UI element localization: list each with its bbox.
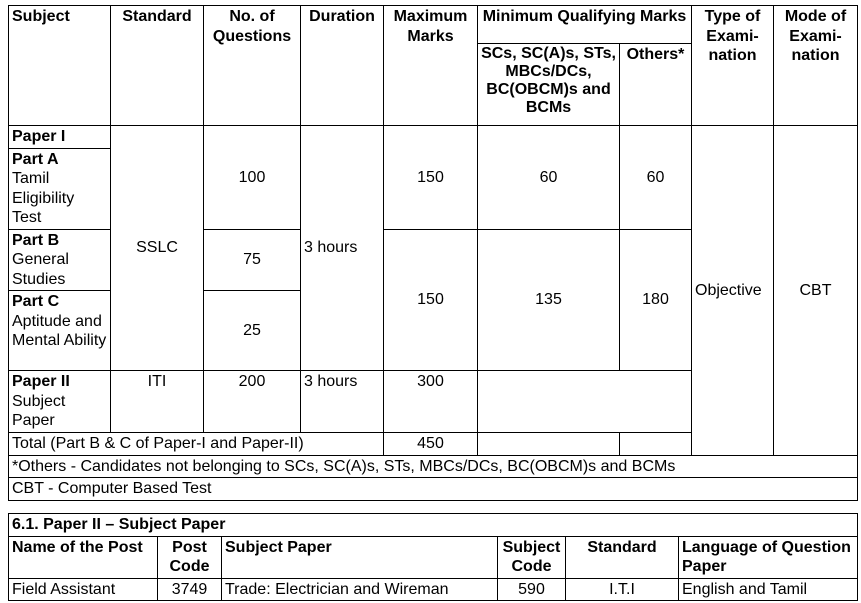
paper2-table-title: 6.1. Paper II – Subject Paper bbox=[9, 514, 858, 537]
paper2-max-marks: 300 bbox=[384, 371, 478, 433]
note-others: *Others - Candidates not belonging to SCs, SC(A)s, STs, MBCs/DCs, BC(OBCM)s and BCMs bbox=[9, 455, 858, 478]
header-type: Type of Exami- nation bbox=[692, 6, 774, 126]
part-c-title: Part C bbox=[12, 293, 60, 310]
header-standard-2: Standard bbox=[566, 536, 679, 578]
paper2-subject-table bbox=[8, 513, 858, 601]
part-b-cell bbox=[9, 229, 111, 291]
paper1-label: Paper I bbox=[9, 126, 111, 149]
header-subject-paper: Subject Paper bbox=[222, 536, 498, 578]
part-c-questions: 25 bbox=[204, 291, 301, 371]
header-subject-code: Subject Code bbox=[498, 536, 566, 578]
part-a-questions: 100 bbox=[204, 126, 301, 230]
part-bc-max-marks: 150 bbox=[384, 229, 478, 371]
header-min-others: Others* bbox=[620, 44, 692, 126]
row-subject-code: 590 bbox=[498, 578, 566, 601]
part-c-cell bbox=[9, 291, 111, 371]
header-post-code: Post Code bbox=[158, 536, 222, 578]
part-c-desc: Aptitude and Mental Ability bbox=[12, 312, 107, 349]
part-b-title: Part B bbox=[12, 231, 60, 249]
row-language: English and Tamil bbox=[679, 578, 858, 601]
part-b-desc: General Studies bbox=[12, 251, 69, 288]
row-post-name: Field Assistant bbox=[9, 578, 158, 601]
paper2-duration: 3 hours bbox=[301, 371, 384, 433]
part-a-desc: Tamil Eligibility Test bbox=[12, 170, 75, 226]
exam-scheme-table bbox=[8, 5, 858, 501]
header-standard: Standard bbox=[111, 6, 204, 126]
header-duration: Duration bbox=[301, 6, 384, 126]
header-min-sc: SCs, SC(A)s, STs, MBCs/DCs, BC(OBCM)s and BCMs bbox=[478, 44, 620, 126]
part-a-min-sc: 60 bbox=[478, 126, 620, 230]
part-a-max-marks: 150 bbox=[384, 126, 478, 230]
part-a-min-others: 60 bbox=[620, 126, 692, 230]
row-post-code: 3749 bbox=[158, 578, 222, 601]
paper2-desc: Subject Paper bbox=[12, 392, 66, 429]
part-a-cell bbox=[9, 148, 111, 229]
exam-mode: CBT bbox=[774, 126, 858, 456]
row-subject-paper: Trade: Electrician and Wireman bbox=[222, 578, 498, 601]
paper2-min-empty bbox=[478, 371, 692, 433]
exam-type: Objective bbox=[692, 126, 774, 456]
paper1-standard: SSLC bbox=[111, 126, 204, 371]
part-bc-min-sc: 135 bbox=[478, 229, 620, 371]
row-standard: I.T.I bbox=[566, 578, 679, 601]
part-bc-min-others: 180 bbox=[620, 229, 692, 371]
header-post-name: Name of the Post bbox=[9, 536, 158, 578]
header-mode: Mode of Exami- nation bbox=[774, 6, 858, 126]
total-label: Total (Part B & C of Paper-I and Paper-II) bbox=[9, 433, 384, 456]
header-subject: Subject bbox=[9, 6, 111, 126]
paper2-questions: 200 bbox=[204, 371, 301, 433]
paper1-duration: 3 hours bbox=[301, 126, 384, 371]
note-cbt: CBT - Computer Based Test bbox=[9, 478, 858, 501]
table-row bbox=[9, 578, 858, 601]
paper2-title: Paper II bbox=[12, 373, 70, 390]
total-value: 450 bbox=[384, 433, 478, 456]
header-language: Language of Question Paper bbox=[679, 536, 858, 578]
header-max-marks: Maximum Marks bbox=[384, 6, 478, 126]
total-empty-2 bbox=[620, 433, 692, 456]
paper2-cell bbox=[9, 371, 111, 433]
paper2-standard: ITI bbox=[111, 371, 204, 433]
header-min-qualifying: Minimum Qualifying Marks bbox=[478, 6, 692, 44]
header-questions: No. of Questions bbox=[204, 6, 301, 126]
total-empty-1 bbox=[478, 433, 620, 456]
part-b-questions: 75 bbox=[204, 229, 301, 291]
part-a-title: Part A bbox=[12, 150, 59, 168]
